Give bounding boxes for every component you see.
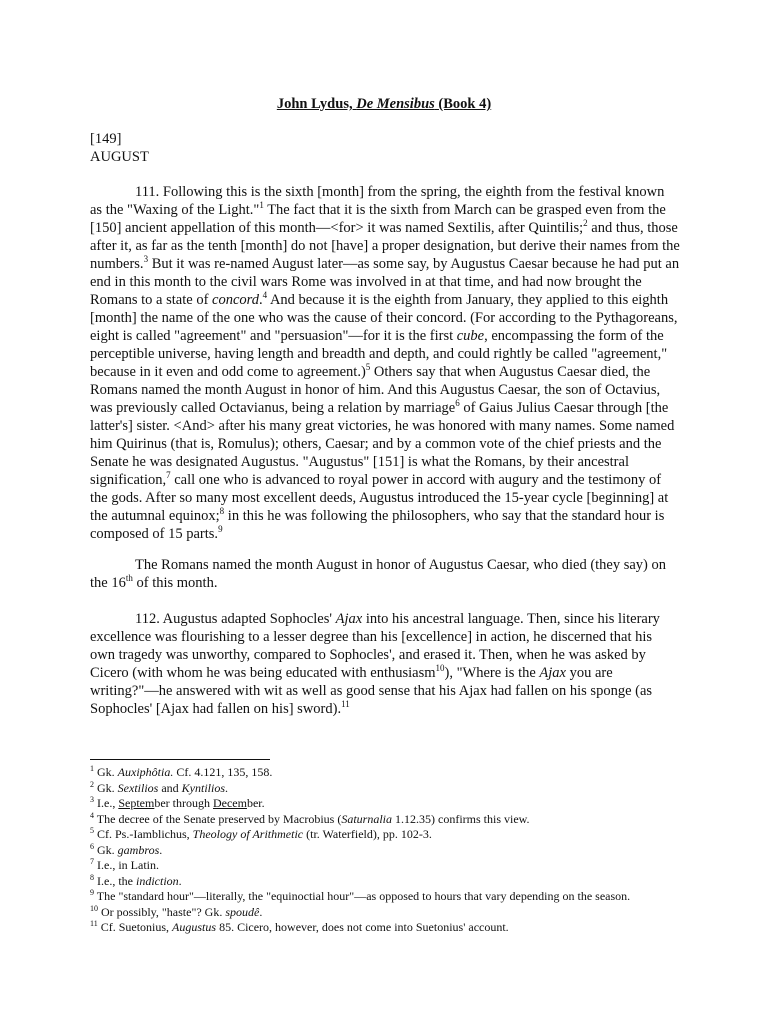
footnote-number: 1 (90, 764, 94, 773)
section-112 (90, 610, 680, 718)
text-run: . (178, 873, 182, 888)
footnote-ref: 1 (259, 200, 264, 211)
footnote-9 (90, 889, 710, 905)
text-run: . (259, 904, 263, 919)
text-run: The Romans named the month August in honor of Augustus Caesar, who died (they say) on the 16 (90, 557, 667, 591)
footnote-number: 11 (90, 919, 98, 928)
page-reference: [149] (90, 131, 122, 147)
footnote-number: 3 (90, 795, 94, 804)
italic-run: indiction (135, 873, 179, 888)
text-run: Gk. (94, 765, 118, 779)
text-run: But it was re-named August later—as some say, by Augustus Caesar because he had put an end in this month to the civil wars Rome was involved in at that time, and had now brought the Romans to a state of (90, 256, 680, 308)
footnote-number: 2 (90, 779, 94, 789)
greek-term: spoudê (225, 904, 260, 919)
paragraph-112 (90, 610, 680, 718)
greek-term: gambros (117, 842, 160, 857)
underlined-run: Septem (118, 796, 155, 810)
text-run: 111. Following this is the sixth [month] from the spring, the eighth from the festival known as the "Waxing of the Light." (90, 184, 665, 218)
text-run: you are writing?"—he answered with wit as well as good sense that his Ajax had fallen on his sponge (as Sophocles' [Ajax had fallen on his] sword). (90, 665, 653, 717)
text-run: Cf. Ps.-Iamblichus, (94, 827, 193, 841)
footnote-number: 8 (90, 872, 94, 882)
document-title (0, 95, 768, 113)
footnote-3 (90, 796, 710, 812)
text-run: 1.12.35) confirms this view. (392, 811, 530, 826)
text-run: and (158, 780, 182, 795)
footnote-ref: 11 (341, 699, 350, 710)
footnote-ref: 9 (218, 524, 223, 535)
text-run: Others say that when Augustus Caesar died, the Romans named the month August in honor of him. And this Augustus Caesar, the son of Octavius, was previously called Octavianus, being a relation by marriage (90, 364, 661, 416)
text-run: I.e., the (94, 873, 136, 888)
greek-term: Auxiphôtia. (117, 765, 174, 779)
underlined-run: Decem (212, 796, 247, 810)
text-run: 112. Augustus adapted Sophocles' (135, 611, 336, 627)
italic-run: concord (212, 292, 260, 308)
footnote-2 (90, 781, 710, 797)
footnote-ref: 8 (219, 506, 225, 517)
footnote-5 (90, 827, 710, 843)
text-run: And because it is the eighth from January, they applied to this eighth [month] the name of the one who was the cause of their concord. (For according to the Pythagoreans, eight is called "agreement" and "persuasion"—for it is the first (90, 292, 678, 344)
text-run: The fact that it is the sixth from March can be grasped even from the [150] ancient appellation of this month—<for> it was named Sextilis, after Quintilis; (90, 202, 666, 236)
title-work: De Mensibus (356, 96, 435, 112)
footnote-ref: 6 (455, 398, 460, 409)
text-run: I.e., in Latin. (94, 858, 159, 872)
text-run: Gk. (94, 842, 118, 857)
footnote-number: 6 (90, 841, 94, 851)
text-run: . (259, 292, 263, 308)
title-book: (Book 4) (434, 96, 492, 112)
text-run: ber. (246, 796, 265, 810)
text-run: I.e., (94, 796, 119, 810)
section-111 (90, 183, 680, 543)
paragraph-111-continued (90, 556, 680, 592)
footnote-ref: 10 (435, 663, 445, 674)
footnote-ref: 3 (143, 254, 149, 265)
italic-run: Ajax (335, 611, 363, 627)
footnote-number: 10 (90, 903, 98, 913)
footnote-number: 9 (90, 888, 94, 897)
title-author: John Lydus, (276, 96, 357, 112)
footnote-number: 5 (90, 826, 94, 835)
text-run: The decree of the Senate preserved by Macrobius ( (94, 811, 342, 826)
footnote-number: 7 (90, 857, 94, 866)
footnote-7 (90, 858, 710, 874)
footnote-divider (90, 759, 270, 760)
footnote-ref: 7 (166, 470, 171, 481)
text-run: . (159, 842, 163, 857)
footnote-1 (90, 765, 710, 781)
text-run: ), "Where is the (444, 665, 540, 681)
text-run: and thus, those after it, as far as the tenth [month] do not [have] a proper designation, but derive their names from the numbers. (90, 220, 680, 272)
italic-run: Saturnalia (341, 811, 393, 826)
text-run: 85. Cicero, however, does not come into Suetonius' account. (216, 920, 509, 934)
italic-run: cube (456, 328, 485, 344)
text-run: in this he was following the philosophers, who say that the standard hour is composed of 15 parts. (90, 508, 665, 542)
text-run: (tr. Waterfield), pp. 102-3. (303, 827, 432, 841)
footnotes (90, 765, 710, 936)
footnote-6 (90, 843, 710, 859)
section-111-continuation (90, 556, 680, 592)
text-run: call one who is advanced to royal power in accord with augury and the testimony of the gods. After so many most excellent deeds, Augustus introduced the 15-year cycle [beginning] at the autumnal equinox; (90, 472, 669, 524)
text-run: Cf. Suetonius, (97, 920, 173, 934)
text-run: Gk. (94, 780, 118, 795)
footnote-ref: 2 (583, 218, 588, 229)
text-run: , encompassing the form of the perceptible universe, having length and breadth and depth, and could rightly be called "agreement," because in it even and odd come to agreement.) (90, 328, 668, 380)
footnote-11 (90, 920, 710, 936)
text-run: into his ancestral language. Then, since his literary excellence was flourishing to a lesser degree than his [excellence] in action, he discerned that his own tragedy was unworthy, compared to Sophocles', and erased it. Then, when he was asked by Cicero (with whom he was being educated with enthusiasm (90, 611, 660, 681)
footnote-8 (90, 874, 710, 890)
text-run: . (225, 780, 229, 795)
text-run: of this month. (132, 575, 218, 591)
italic-run: Ajax (539, 665, 566, 681)
text-run: ber through (154, 796, 213, 810)
greek-term: Kyntilios (181, 780, 226, 795)
text-run: Cf. 4.121, 135, 158. (173, 765, 273, 779)
footnote-4 (90, 812, 710, 828)
footnote-10 (90, 905, 710, 921)
month-heading: AUGUST (90, 149, 149, 165)
text-run: of Gaius Julius Caesar through [the latter's] sister. <And> after his many great victories, he was honored with many names. Some named him Quirinus (that is, Romulus); others, Caesar; and by a common vote of the chief priests and the Senate he was designated Augustus. "Augustus" [151] is what the Romans, by their ancestral signification, (90, 400, 675, 488)
footnote-ref: 4 (262, 290, 268, 301)
footnote-ref: 5 (365, 362, 371, 373)
text-run: The "standard hour"—literally, the "equinoctial hour"—as opposed to hours that vary depending on the season. (94, 889, 631, 903)
greek-term: Sextilios (117, 780, 159, 795)
ordinal-suffix: th (125, 573, 133, 584)
italic-run: Augustus (172, 920, 217, 934)
text-run: Or possibly, "haste"? Gk. (98, 904, 226, 919)
italic-run: Theology of Arithmetic (192, 827, 304, 841)
paragraph-111 (90, 183, 680, 543)
footnote-number: 4 (90, 810, 94, 820)
